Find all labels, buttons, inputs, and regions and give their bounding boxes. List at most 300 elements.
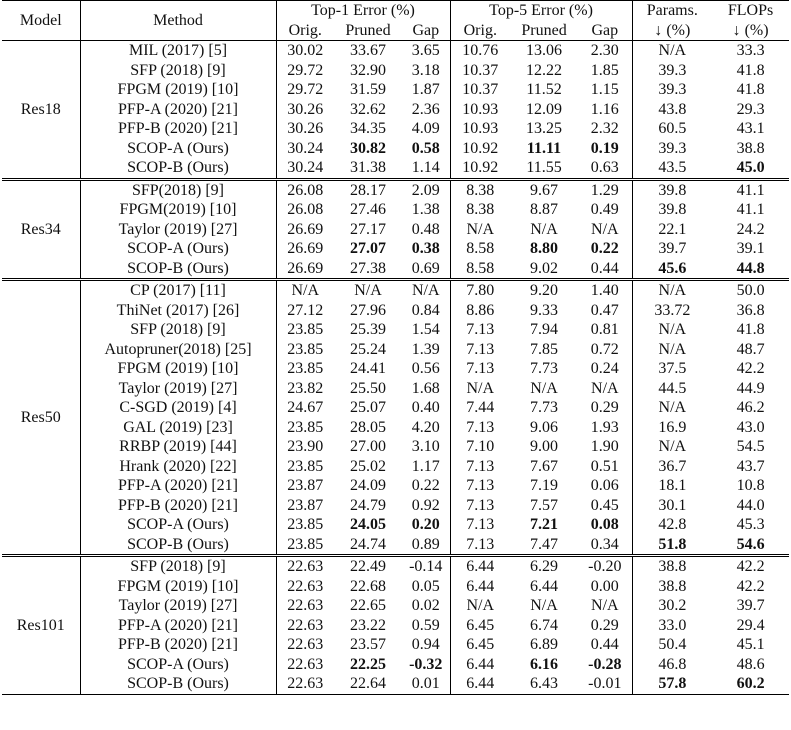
top5-pruned-cell: 6.29	[530, 558, 559, 576]
top1-orig-cell: 27.12	[287, 301, 324, 319]
table-row	[2, 301, 789, 321]
top1-orig-cell: 22.63	[287, 655, 324, 673]
top1-gap-cell: 0.92	[402, 496, 450, 516]
top1-gap-cell: 1.87	[402, 80, 450, 100]
top1-pruned-cell: 24.09	[350, 477, 386, 495]
top5-gap-cell: 0.44	[578, 259, 632, 280]
top5-gap-cell: 0.34	[578, 535, 632, 556]
top5-orig-cell: 8.58	[466, 240, 495, 258]
top5-orig-cell: 7.13	[466, 360, 495, 378]
top5-pruned-cell: 7.67	[530, 457, 559, 475]
top1-orig-cell: 23.85	[287, 516, 324, 534]
header-top1-orig: Orig.	[276, 21, 334, 41]
method-cell: Taylor (2019) [27]	[80, 596, 276, 616]
params-reduction-cell: 60.5	[658, 120, 687, 138]
top5-gap-cell: 0.24	[578, 359, 632, 379]
method-cell: FPGM(2019) [10]	[80, 200, 276, 220]
method-cell: ThiNet (2017) [26]	[80, 301, 276, 321]
top5-gap-cell: 1.90	[578, 437, 632, 457]
top1-orig-cell: 24.67	[287, 399, 324, 417]
params-reduction-cell: N/A	[658, 42, 687, 60]
top5-orig-cell: 10.93	[462, 120, 499, 138]
header-method: Method	[80, 1, 276, 41]
table-row	[2, 179, 789, 200]
flops-reduction-cell: 41.8	[736, 81, 765, 99]
top1-pruned-cell: 24.41	[350, 360, 386, 378]
top1-orig-cell: 23.85	[287, 360, 324, 378]
top1-gap-cell: 0.84	[402, 301, 450, 321]
params-reduction-cell: 18.1	[658, 477, 687, 495]
table-row	[2, 437, 789, 457]
flops-reduction-cell: 42.2	[736, 558, 765, 576]
top1-gap-cell: 0.20	[402, 515, 450, 535]
top1-gap-cell: 1.17	[402, 457, 450, 477]
table-row	[2, 259, 789, 280]
model-name-cell: Res18	[2, 41, 80, 180]
top1-gap-cell: 1.68	[402, 379, 450, 399]
header-top5-gap: Gap	[578, 21, 632, 41]
top1-pruned-cell: 24.74	[334, 535, 402, 556]
top1-orig-cell: 22.63	[287, 636, 324, 654]
table-row	[2, 340, 789, 360]
top5-gap-cell: 0.72	[578, 340, 632, 360]
params-reduction-cell: 46.8	[658, 655, 687, 673]
table-row	[2, 280, 789, 301]
flops-reduction-cell: 60.2	[712, 674, 789, 694]
top5-gap-cell: 0.22	[578, 239, 632, 259]
top5-gap-cell: 0.06	[578, 476, 632, 496]
top1-pruned-cell: 25.02	[350, 457, 386, 475]
top1-gap-cell: 0.02	[402, 596, 450, 616]
method-cell: SCOP-B (Ours)	[80, 259, 276, 280]
top1-gap-cell: 0.40	[402, 398, 450, 418]
top5-gap-cell: 1.29	[578, 179, 632, 200]
top5-orig-cell: 10.76	[462, 42, 499, 60]
params-reduction-cell: 39.7	[658, 240, 687, 258]
method-cell: SFP (2018) [9]	[80, 556, 276, 577]
flops-reduction-cell: 41.8	[736, 61, 765, 79]
header-top1-gap: Gap	[402, 21, 450, 41]
top5-orig-cell: 7.13	[466, 516, 495, 534]
top1-orig-cell: 23.85	[276, 535, 334, 556]
top1-gap-cell: -0.32	[402, 655, 450, 675]
method-cell: SFP(2018) [9]	[80, 179, 276, 200]
top5-orig-cell: 8.86	[466, 301, 495, 319]
top5-pruned-cell: N/A	[530, 597, 558, 615]
flops-reduction-cell: 42.2	[736, 360, 765, 378]
top1-orig-cell: 23.87	[287, 496, 324, 514]
top5-pruned-cell: N/A	[530, 220, 558, 238]
top5-gap-cell: -0.20	[578, 556, 632, 577]
top5-pruned-cell: 12.22	[526, 61, 563, 79]
table-row	[2, 616, 789, 636]
flops-reduction-cell: 39.1	[736, 240, 765, 258]
method-cell: SCOP-A (Ours)	[80, 239, 276, 259]
method-cell: PFP-B (2020) [21]	[80, 496, 276, 516]
table-row	[2, 41, 789, 61]
top1-gap-cell: 1.39	[402, 340, 450, 360]
flops-reduction-cell: 44.8	[712, 259, 789, 280]
method-cell: PFP-B (2020) [21]	[80, 635, 276, 655]
top5-gap-cell: N/A	[578, 596, 632, 616]
top1-orig-cell: 26.69	[287, 240, 324, 258]
flops-reduction-cell: 46.2	[736, 399, 765, 417]
flops-reduction-cell: 54.6	[712, 535, 789, 556]
top5-orig-cell: 7.13	[466, 340, 495, 358]
top1-gap-cell: 0.59	[402, 616, 450, 636]
method-cell: C-SGD (2019) [4]	[80, 398, 276, 418]
top1-orig-cell: 26.08	[287, 181, 324, 199]
top1-orig-cell: 22.63	[287, 577, 324, 595]
params-reduction-cell: 39.3	[658, 139, 687, 157]
top5-pruned-cell: 9.06	[530, 418, 559, 436]
top1-gap-cell: 3.18	[402, 61, 450, 81]
params-reduction-cell: 38.8	[658, 577, 687, 595]
top1-orig-cell: 30.24	[287, 139, 324, 157]
top5-gap-cell: 0.45	[578, 496, 632, 516]
top1-orig-cell: 30.26	[287, 120, 324, 138]
top5-pruned-cell: 8.80	[530, 240, 559, 258]
top1-orig-cell: 26.69	[276, 259, 334, 280]
top5-orig-cell: 7.44	[466, 399, 495, 417]
table-row	[2, 80, 789, 100]
flops-reduction-cell: 10.8	[736, 477, 765, 495]
top5-pruned-cell: 9.20	[530, 282, 559, 300]
method-cell: SFP (2018) [9]	[80, 61, 276, 81]
top5-orig-cell: N/A	[466, 597, 495, 615]
method-cell: PFP-A (2020) [21]	[80, 476, 276, 496]
top1-pruned-cell: 25.39	[350, 321, 386, 339]
method-cell: SCOP-B (Ours)	[80, 674, 276, 694]
top5-gap-cell: 1.16	[578, 100, 632, 120]
params-reduction-cell: 39.3	[658, 61, 687, 79]
top5-gap-cell: -0.28	[578, 655, 632, 675]
flops-reduction-cell: 42.2	[736, 577, 765, 595]
top5-gap-cell: 0.00	[578, 577, 632, 597]
model-name-cell: Res50	[2, 280, 80, 556]
header-top1-pruned: Pruned	[334, 21, 402, 41]
params-reduction-cell: 44.5	[658, 379, 687, 397]
table-row	[2, 220, 789, 240]
top1-orig-cell: 22.63	[287, 616, 324, 634]
header-flops-down: ↓ (%)	[712, 21, 789, 41]
top1-pruned-cell: 24.05	[350, 516, 386, 534]
top5-orig-cell: 7.13	[466, 496, 495, 514]
table-row	[2, 515, 789, 535]
flops-reduction-cell: 29.3	[736, 100, 765, 118]
params-reduction-cell: 30.1	[658, 496, 687, 514]
top1-gap-cell: 0.22	[402, 476, 450, 496]
flops-reduction-cell: 33.3	[736, 42, 765, 60]
top1-orig-cell: 23.85	[287, 457, 324, 475]
top5-pruned-cell: 7.57	[530, 496, 559, 514]
top1-pruned-cell: 32.90	[350, 61, 386, 79]
table-row	[2, 398, 789, 418]
top5-pruned-cell: 7.73	[530, 360, 559, 378]
params-reduction-cell: 33.0	[658, 616, 687, 634]
top1-pruned-cell: 27.38	[334, 259, 402, 280]
flops-reduction-cell: 48.6	[736, 655, 765, 673]
table-row	[2, 158, 789, 179]
header-top5-orig: Orig.	[450, 21, 510, 41]
top1-pruned-cell: 22.49	[350, 558, 386, 576]
top1-pruned-cell: 24.79	[350, 496, 386, 514]
table-row	[2, 674, 789, 694]
top5-gap-cell: 0.47	[578, 301, 632, 321]
table-row	[2, 100, 789, 120]
top5-gap-cell: 0.19	[578, 139, 632, 159]
table-row	[2, 635, 789, 655]
top1-orig-cell: 23.85	[287, 418, 324, 436]
top5-orig-cell: 10.92	[450, 158, 510, 179]
top1-pruned-cell: 28.05	[350, 418, 386, 436]
top1-pruned-cell: 25.50	[350, 379, 386, 397]
table-row	[2, 496, 789, 516]
top1-pruned-cell: 22.65	[350, 597, 386, 615]
top5-pruned-cell: 9.00	[530, 438, 559, 456]
top1-gap-cell: 0.05	[402, 577, 450, 597]
top1-pruned-cell: 31.59	[350, 81, 386, 99]
top1-pruned-cell: 32.62	[350, 100, 386, 118]
top1-gap-cell: 1.54	[402, 320, 450, 340]
header-top5-pruned: Pruned	[510, 21, 578, 41]
top1-pruned-cell: 33.67	[350, 42, 386, 60]
top5-pruned-cell: 11.55	[510, 158, 578, 179]
flops-reduction-cell: 38.8	[736, 139, 765, 157]
table-row	[2, 139, 789, 159]
pruning-results-table	[2, 0, 789, 695]
top1-gap-cell: 0.69	[402, 259, 450, 280]
params-reduction-cell: N/A	[658, 340, 687, 358]
flops-reduction-cell: 43.7	[736, 457, 765, 475]
method-cell: SFP (2018) [9]	[80, 320, 276, 340]
top5-orig-cell: 6.45	[466, 636, 495, 654]
top5-orig-cell: 7.13	[466, 418, 495, 436]
top1-gap-cell: 0.01	[402, 674, 450, 694]
top5-orig-cell: 7.13	[466, 457, 495, 475]
method-cell: PFP-A (2020) [21]	[80, 616, 276, 636]
top1-pruned-cell: 34.35	[350, 120, 386, 138]
table-row	[2, 379, 789, 399]
method-cell: SCOP-B (Ours)	[80, 535, 276, 556]
table-row	[2, 61, 789, 81]
top5-pruned-cell: 11.11	[526, 139, 562, 157]
top5-pruned-cell: 13.25	[526, 120, 563, 138]
flops-reduction-cell: 41.8	[736, 321, 765, 339]
method-cell: SCOP-A (Ours)	[80, 515, 276, 535]
top5-gap-cell: 0.51	[578, 457, 632, 477]
flops-reduction-cell: 54.5	[736, 438, 765, 456]
flops-reduction-cell: 45.0	[712, 158, 789, 179]
method-cell: SCOP-B (Ours)	[80, 158, 276, 179]
table-row	[2, 320, 789, 340]
table-row	[2, 457, 789, 477]
top5-orig-cell: N/A	[466, 379, 495, 397]
flops-reduction-cell: 45.3	[736, 516, 765, 534]
params-reduction-cell: 30.2	[658, 597, 687, 615]
top5-gap-cell: 0.29	[578, 398, 632, 418]
top5-orig-cell: 10.92	[462, 139, 499, 157]
top1-orig-cell: 23.90	[287, 438, 324, 456]
top1-gap-cell: 2.09	[402, 179, 450, 200]
top5-gap-cell: 0.63	[578, 158, 632, 179]
params-reduction-cell: 38.8	[658, 558, 687, 576]
top1-gap-cell: 0.58	[402, 139, 450, 159]
table-row	[2, 119, 789, 139]
top1-orig-cell: 22.63	[287, 597, 324, 615]
table-row	[2, 239, 789, 259]
top1-gap-cell: 0.38	[402, 239, 450, 259]
top1-orig-cell: 30.26	[287, 100, 324, 118]
top1-orig-cell: 26.08	[287, 201, 324, 219]
params-reduction-cell: 36.7	[658, 457, 687, 475]
top1-orig-cell: 29.72	[287, 81, 324, 99]
top5-gap-cell: 0.49	[578, 200, 632, 220]
params-reduction-cell: 39.8	[658, 201, 687, 219]
flops-reduction-cell: 39.7	[736, 597, 765, 615]
top5-pruned-cell: 7.94	[530, 321, 559, 339]
top5-orig-cell: 7.13	[466, 321, 495, 339]
top1-orig-cell: 29.72	[287, 61, 324, 79]
header-flops: FLOPs	[712, 1, 789, 21]
top5-orig-cell: 7.13	[466, 477, 495, 495]
top1-gap-cell: 1.38	[402, 200, 450, 220]
header-row-1	[2, 1, 789, 21]
flops-reduction-cell: 41.1	[736, 201, 765, 219]
top5-pruned-cell: 7.19	[530, 477, 559, 495]
top1-pruned-cell: N/A	[354, 282, 382, 300]
top5-orig-cell: 7.13	[450, 535, 510, 556]
top5-pruned-cell: 12.09	[526, 100, 563, 118]
header-model: Model	[2, 1, 80, 41]
table-row	[2, 418, 789, 438]
flops-reduction-cell: 36.8	[736, 301, 765, 319]
params-reduction-cell: 33.72	[654, 301, 691, 319]
top5-orig-cell: 10.37	[462, 61, 499, 79]
method-cell: Autopruner(2018) [25]	[80, 340, 276, 360]
flops-reduction-cell: 43.1	[736, 120, 765, 138]
top5-gap-cell: 0.29	[578, 616, 632, 636]
top5-pruned-cell: 7.21	[530, 516, 559, 534]
top5-pruned-cell: 6.89	[530, 636, 559, 654]
top1-pruned-cell: 23.22	[350, 616, 386, 634]
top1-gap-cell: 4.20	[402, 418, 450, 438]
params-reduction-cell: 57.8	[632, 674, 712, 694]
top1-gap-cell: 4.09	[402, 119, 450, 139]
method-cell: GAL (2019) [23]	[80, 418, 276, 438]
table-row	[2, 200, 789, 220]
method-cell: FPGM (2019) [10]	[80, 577, 276, 597]
top5-pruned-cell: 6.43	[510, 674, 578, 694]
top1-orig-cell: 23.87	[287, 477, 324, 495]
top1-pruned-cell: 27.17	[350, 220, 386, 238]
top1-pruned-cell: 28.17	[350, 181, 386, 199]
method-cell: FPGM (2019) [10]	[80, 80, 276, 100]
header-top5-error: Top-5 Error (%)	[450, 1, 632, 21]
header-params-down: ↓ (%)	[632, 21, 712, 41]
top1-orig-cell: 30.24	[276, 158, 334, 179]
params-reduction-cell: 16.9	[658, 418, 687, 436]
top5-orig-cell: 8.58	[450, 259, 510, 280]
top5-orig-cell: 8.38	[466, 201, 495, 219]
top1-orig-cell: 26.69	[287, 220, 324, 238]
top1-pruned-cell: 23.57	[350, 636, 386, 654]
flops-reduction-cell: 44.9	[736, 379, 765, 397]
top5-pruned-cell: 9.02	[510, 259, 578, 280]
top1-pruned-cell: 22.64	[334, 674, 402, 694]
params-reduction-cell: N/A	[658, 438, 687, 456]
top1-pruned-cell: 25.24	[350, 340, 386, 358]
flops-reduction-cell: 48.7	[736, 340, 765, 358]
top1-gap-cell: 0.56	[402, 359, 450, 379]
top1-gap-cell: -0.14	[402, 556, 450, 577]
params-reduction-cell: 37.5	[658, 360, 687, 378]
method-cell: Hrank (2020) [22]	[80, 457, 276, 477]
top5-pruned-cell: 6.16	[530, 655, 559, 673]
params-reduction-cell: 39.3	[658, 81, 687, 99]
top5-pruned-cell: 11.52	[526, 81, 562, 99]
method-cell: CP (2017) [11]	[80, 280, 276, 301]
flops-reduction-cell: 43.0	[736, 418, 765, 436]
params-reduction-cell: N/A	[658, 282, 687, 300]
top5-gap-cell: 2.30	[578, 41, 632, 61]
top5-orig-cell: 6.45	[466, 616, 495, 634]
params-reduction-cell: 43.5	[632, 158, 712, 179]
flops-reduction-cell: 41.1	[736, 181, 765, 199]
top5-orig-cell: 6.44	[450, 674, 510, 694]
method-cell: Taylor (2019) [27]	[80, 220, 276, 240]
params-reduction-cell: 39.8	[658, 181, 687, 199]
top1-gap-cell: 3.10	[402, 437, 450, 457]
top1-orig-cell: N/A	[291, 282, 320, 300]
top1-pruned-cell: 27.07	[350, 240, 386, 258]
top1-orig-cell: 22.63	[276, 674, 334, 694]
top5-orig-cell: 7.10	[466, 438, 495, 456]
flops-reduction-cell: 29.4	[736, 616, 765, 634]
table-row	[2, 556, 789, 577]
table-row	[2, 577, 789, 597]
top5-gap-cell: 0.81	[578, 320, 632, 340]
header-top1-error: Top-1 Error (%)	[276, 1, 450, 21]
top1-orig-cell: 23.85	[287, 340, 324, 358]
top1-pruned-cell: 27.00	[350, 438, 386, 456]
top1-gap-cell: 1.14	[402, 158, 450, 179]
top5-pruned-cell: 7.73	[530, 399, 559, 417]
top5-pruned-cell: 13.06	[526, 42, 563, 60]
top1-pruned-cell: 22.68	[350, 577, 386, 595]
top5-orig-cell: N/A	[466, 220, 495, 238]
top5-orig-cell: 8.38	[466, 181, 495, 199]
top1-pruned-cell: 27.96	[350, 301, 386, 319]
params-reduction-cell: 22.1	[658, 220, 687, 238]
model-name-cell: Res101	[2, 556, 80, 695]
method-cell: Taylor (2019) [27]	[80, 379, 276, 399]
method-cell: SCOP-A (Ours)	[80, 139, 276, 159]
top5-pruned-cell: 8.87	[530, 201, 559, 219]
top5-gap-cell: 0.08	[578, 515, 632, 535]
top1-orig-cell: 22.63	[287, 558, 324, 576]
top5-gap-cell: N/A	[578, 220, 632, 240]
table-row	[2, 535, 789, 556]
top5-gap-cell: N/A	[578, 379, 632, 399]
top5-pruned-cell: 6.44	[530, 577, 559, 595]
top1-gap-cell: 0.48	[402, 220, 450, 240]
top1-orig-cell: 23.85	[287, 321, 324, 339]
top5-gap-cell: 2.32	[578, 119, 632, 139]
results-body	[2, 41, 789, 695]
params-reduction-cell: 43.8	[658, 100, 687, 118]
top1-pruned-cell: 25.07	[350, 399, 386, 417]
